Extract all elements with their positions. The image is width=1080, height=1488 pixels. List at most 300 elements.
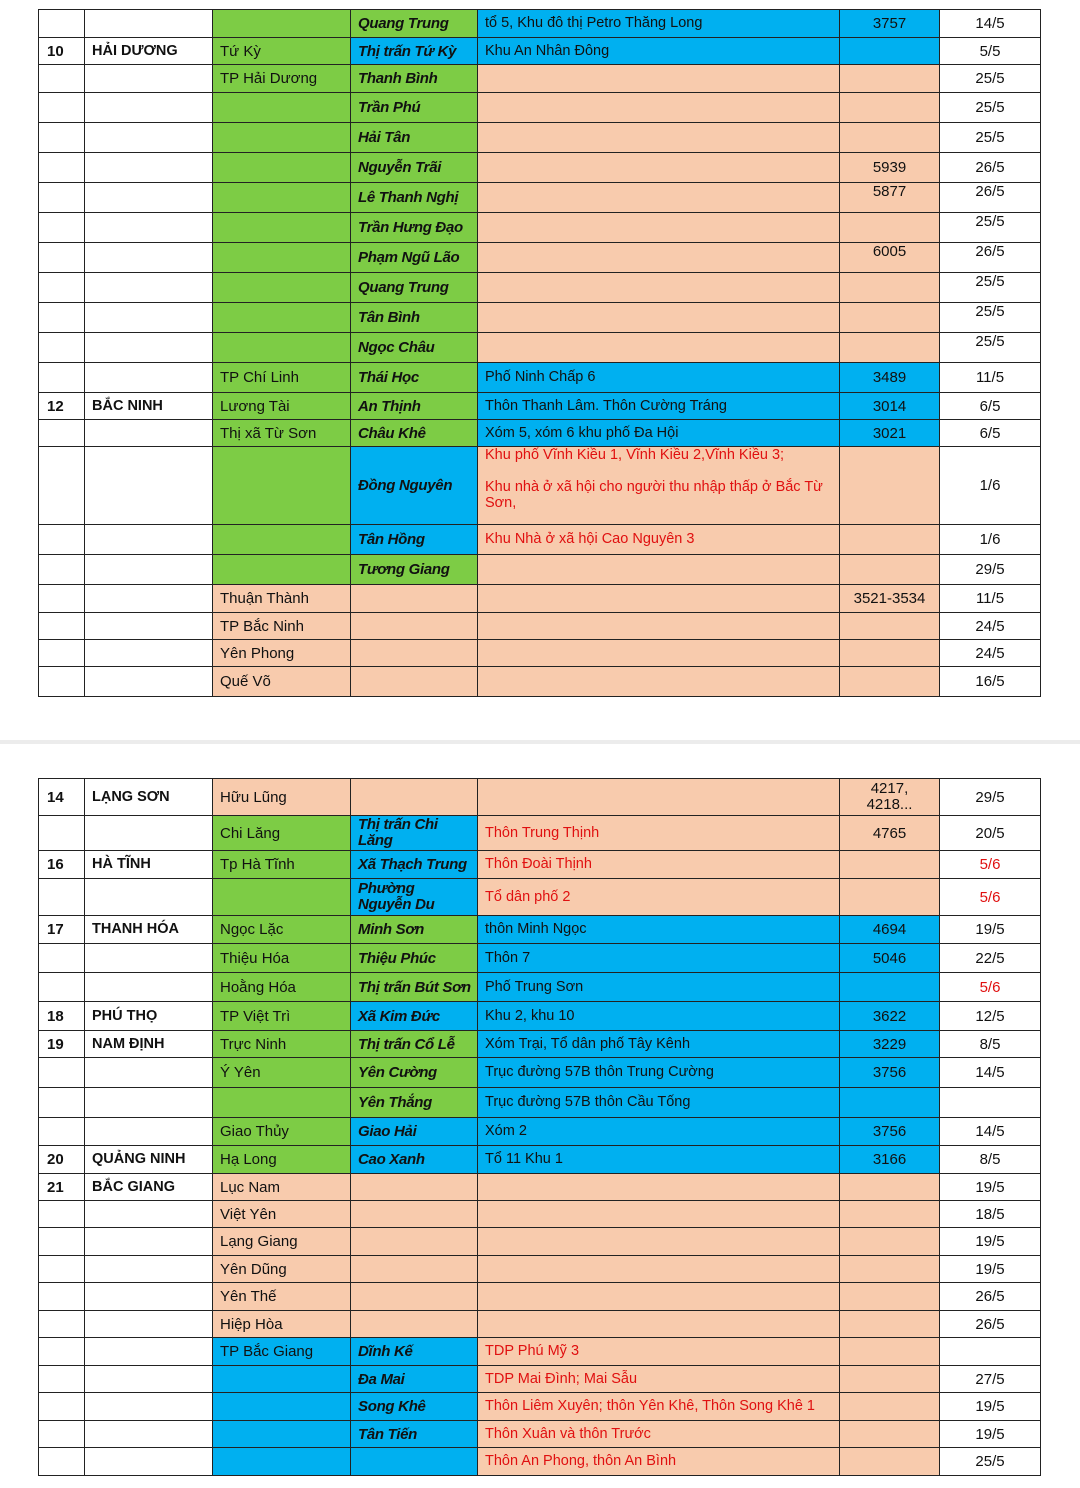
- cell-ward: Xã Kim Đức: [351, 1002, 478, 1031]
- cell-stt: [39, 213, 85, 243]
- cell-province: BẮC NINH: [85, 393, 213, 420]
- cell-address: thôn Minh Ngọc: [478, 916, 840, 944]
- table-row: [39, 1002, 1041, 1031]
- cell-date: 25/5: [940, 1448, 1041, 1476]
- table-row: [39, 1421, 1041, 1448]
- cell-province: [85, 1311, 213, 1338]
- cell-date: 16/5: [940, 667, 1041, 697]
- cell-ward: Đa Mai: [351, 1366, 478, 1393]
- cell-ward: Thị trấn Cổ Lễ: [351, 1031, 478, 1058]
- cell-date: 25/5: [940, 303, 1041, 333]
- cell-district: Thiệu Hóa: [213, 944, 351, 973]
- cell-ward: [351, 1174, 478, 1201]
- table-row: [39, 1311, 1041, 1338]
- cell-date: 8/5: [940, 1031, 1041, 1058]
- cell-province: [85, 273, 213, 303]
- cell-code: [840, 273, 940, 303]
- cell-stt: 17: [39, 916, 85, 944]
- cell-district: Thuận Thành: [213, 585, 351, 613]
- cell-district: Hiệp Hòa: [213, 1311, 351, 1338]
- table-row: [39, 1448, 1041, 1476]
- cell-stt: [39, 944, 85, 973]
- cell-province: [85, 879, 213, 916]
- cell-ward: Cao Xanh: [351, 1146, 478, 1174]
- cell-date: 12/5: [940, 1002, 1041, 1031]
- cell-address: Xóm 2: [478, 1118, 840, 1146]
- section-divider: [0, 740, 1080, 744]
- table-row: [39, 93, 1041, 123]
- table-row: [39, 213, 1041, 243]
- table-row: [39, 333, 1041, 363]
- cell-district: Việt Yên: [213, 1201, 351, 1228]
- cell-district: Ngọc Lặc: [213, 916, 351, 944]
- cell-address: Thôn Liêm Xuyên; thôn Yên Khê, Thôn Song Khê 1: [478, 1393, 840, 1421]
- table-row: [39, 1228, 1041, 1256]
- table-row: [39, 1283, 1041, 1311]
- cell-address: Tổ dân phố 2: [478, 879, 840, 916]
- cell-date: 26/5: [940, 243, 1041, 273]
- cell-province: [85, 303, 213, 333]
- cell-address: Khu An Nhân Đông: [478, 38, 840, 65]
- cell-district: Thị xã Từ Sơn: [213, 420, 351, 447]
- cell-district: Yên Phong: [213, 640, 351, 667]
- cell-code: [840, 1283, 940, 1311]
- cell-district: Tứ Kỳ: [213, 38, 351, 65]
- table-body: [39, 10, 1041, 697]
- cell-address: [478, 303, 840, 333]
- cell-stt: [39, 525, 85, 555]
- cell-stt: [39, 1283, 85, 1311]
- cell-date: 26/5: [940, 153, 1041, 183]
- cell-province: [85, 1201, 213, 1228]
- cell-code: [840, 1256, 940, 1283]
- cell-stt: [39, 1201, 85, 1228]
- cell-stt: [39, 973, 85, 1002]
- cell-date: [940, 1088, 1041, 1118]
- cell-date: 19/5: [940, 1421, 1041, 1448]
- cell-stt: [39, 1058, 85, 1088]
- table-row: [39, 65, 1041, 93]
- cell-district: [213, 93, 351, 123]
- cell-ward: Minh Sơn: [351, 916, 478, 944]
- cell-stt: [39, 10, 85, 38]
- cell-stt: [39, 303, 85, 333]
- cell-province: [85, 183, 213, 213]
- table-row: [39, 1146, 1041, 1174]
- cell-code: 3756: [840, 1058, 940, 1088]
- cell-district: TP Bắc Giang: [213, 1338, 351, 1366]
- cell-province: HẢI DƯƠNG: [85, 38, 213, 65]
- cell-stt: [39, 333, 85, 363]
- cell-province: [85, 973, 213, 1002]
- cell-district: [213, 273, 351, 303]
- table-row: [39, 1201, 1041, 1228]
- cell-address: [478, 1201, 840, 1228]
- cell-district: Tp Hà Tĩnh: [213, 851, 351, 879]
- cell-ward: Song Khê: [351, 1393, 478, 1421]
- cell-address: TDP Phú Mỹ 3: [478, 1338, 840, 1366]
- cell-district: Yên Dũng: [213, 1256, 351, 1283]
- cell-address: [478, 213, 840, 243]
- cell-code: [840, 38, 940, 65]
- table-row: [39, 816, 1041, 851]
- cell-date: 5/6: [940, 851, 1041, 879]
- cell-province: [85, 585, 213, 613]
- cell-date: 1/6: [940, 525, 1041, 555]
- cell-ward: Giao Hải: [351, 1118, 478, 1146]
- cell-district: Lạng Giang: [213, 1228, 351, 1256]
- cell-stt: [39, 640, 85, 667]
- table-row: [39, 916, 1041, 944]
- cell-address: [478, 1174, 840, 1201]
- cell-ward: Xã Thạch Trung: [351, 851, 478, 879]
- table-row: [39, 38, 1041, 65]
- cell-province: [85, 420, 213, 447]
- cell-stt: [39, 153, 85, 183]
- cell-code: [840, 1311, 940, 1338]
- table-row: [39, 973, 1041, 1002]
- cell-code: 4694: [840, 916, 940, 944]
- cell-province: [85, 1118, 213, 1146]
- cell-district: [213, 1448, 351, 1476]
- cell-address: Phố Ninh Chấp 6: [478, 363, 840, 393]
- table-row: [39, 667, 1041, 697]
- cell-date: 29/5: [940, 555, 1041, 585]
- cell-ward: Thị trấn Chi Lăng: [351, 816, 478, 851]
- cell-stt: [39, 555, 85, 585]
- cell-date: 5/6: [940, 973, 1041, 1002]
- table-body: [39, 779, 1041, 1476]
- cell-district: TP Chí Linh: [213, 363, 351, 393]
- cell-code: [840, 303, 940, 333]
- cell-code: [840, 1393, 940, 1421]
- cell-stt: 16: [39, 851, 85, 879]
- cell-district: [213, 333, 351, 363]
- cell-district: [213, 1088, 351, 1118]
- table-row: [39, 1338, 1041, 1366]
- cell-ward: Yên Cường: [351, 1058, 478, 1088]
- cell-address: [478, 243, 840, 273]
- cell-address: [478, 123, 840, 153]
- cell-stt: [39, 1311, 85, 1338]
- cell-code: [840, 65, 940, 93]
- cell-province: [85, 93, 213, 123]
- cell-district: Lương Tài: [213, 393, 351, 420]
- cell-code: [840, 879, 940, 916]
- cell-ward: [351, 613, 478, 640]
- cell-date: 1/6: [940, 447, 1041, 525]
- cell-date: 5/6: [940, 879, 1041, 916]
- cell-ward: Quang Trung: [351, 273, 478, 303]
- cell-province: [85, 1283, 213, 1311]
- cell-province: [85, 1421, 213, 1448]
- cell-ward: Thiệu Phúc: [351, 944, 478, 973]
- cell-ward: [351, 1311, 478, 1338]
- cell-district: [213, 1393, 351, 1421]
- cell-district: [213, 123, 351, 153]
- cell-date: 26/5: [940, 1311, 1041, 1338]
- cell-province: [85, 816, 213, 851]
- cell-district: Lục Nam: [213, 1174, 351, 1201]
- cell-address: [478, 333, 840, 363]
- cell-date: 22/5: [940, 944, 1041, 973]
- table-row: [39, 363, 1041, 393]
- cell-code: [840, 613, 940, 640]
- cell-ward: Yên Thắng: [351, 1088, 478, 1118]
- cell-district: TP Việt Trì: [213, 1002, 351, 1031]
- cell-district: Ý Yên: [213, 1058, 351, 1088]
- cell-stt: [39, 273, 85, 303]
- cell-stt: [39, 1366, 85, 1393]
- table-row: [39, 1088, 1041, 1118]
- cell-date: 14/5: [940, 10, 1041, 38]
- cell-date: 29/5: [940, 779, 1041, 816]
- table-row: [39, 273, 1041, 303]
- cell-address: TDP Mai Đình; Mai Sẫu: [478, 1366, 840, 1393]
- cell-province: [85, 243, 213, 273]
- cell-address: [478, 585, 840, 613]
- cell-address: [478, 667, 840, 697]
- cell-stt: [39, 1393, 85, 1421]
- cell-province: PHÚ THỌ: [85, 1002, 213, 1031]
- cell-address: [478, 183, 840, 213]
- cell-province: [85, 1338, 213, 1366]
- cell-province: HÀ TĨNH: [85, 851, 213, 879]
- cell-district: [213, 213, 351, 243]
- cell-ward: [351, 667, 478, 697]
- cell-stt: [39, 447, 85, 525]
- cell-stt: [39, 585, 85, 613]
- cell-stt: [39, 1118, 85, 1146]
- cell-province: [85, 153, 213, 183]
- cell-stt: [39, 1421, 85, 1448]
- cell-code: [840, 851, 940, 879]
- cell-ward: Tân Hồng: [351, 525, 478, 555]
- table-row: [39, 525, 1041, 555]
- cell-province: [85, 1256, 213, 1283]
- cell-district: Trực Ninh: [213, 1031, 351, 1058]
- cell-ward: Tân Tiến: [351, 1421, 478, 1448]
- cell-address: [478, 153, 840, 183]
- cell-code: [840, 447, 940, 525]
- cell-address: [478, 1256, 840, 1283]
- cell-ward: Ngọc Châu: [351, 333, 478, 363]
- cell-address: Phố Trung Sơn: [478, 973, 840, 1002]
- cell-province: QUẢNG NINH: [85, 1146, 213, 1174]
- cell-ward: Trần Hưng Đạo: [351, 213, 478, 243]
- cell-stt: 18: [39, 1002, 85, 1031]
- cell-stt: 19: [39, 1031, 85, 1058]
- cell-code: [840, 667, 940, 697]
- cell-code: 4765: [840, 816, 940, 851]
- cell-ward: Đồng Nguyên: [351, 447, 478, 525]
- cell-ward: Hải Tân: [351, 123, 478, 153]
- table-row: [39, 10, 1041, 38]
- cell-date: 6/5: [940, 420, 1041, 447]
- cell-district: [213, 1421, 351, 1448]
- table-grid: [38, 9, 1041, 697]
- cell-code: 3166: [840, 1146, 940, 1174]
- cell-stt: 10: [39, 38, 85, 65]
- cell-address: Thôn Trung Thịnh: [478, 816, 840, 851]
- cell-district: [213, 1366, 351, 1393]
- cell-ward: [351, 1201, 478, 1228]
- cell-address: [478, 555, 840, 585]
- table-row: [39, 1058, 1041, 1088]
- cell-date: [940, 1338, 1041, 1366]
- cell-code: [840, 973, 940, 1002]
- cell-date: 19/5: [940, 1174, 1041, 1201]
- cell-district: Quế Võ: [213, 667, 351, 697]
- cell-province: [85, 333, 213, 363]
- table-row: [39, 879, 1041, 916]
- cell-date: 24/5: [940, 613, 1041, 640]
- cell-code: 3757: [840, 10, 940, 38]
- cell-date: 25/5: [940, 123, 1041, 153]
- cell-address: Thôn An Phong, thôn An Bình: [478, 1448, 840, 1476]
- cell-address: [478, 273, 840, 303]
- table-row: [39, 1031, 1041, 1058]
- cell-district: [213, 525, 351, 555]
- cell-province: [85, 1058, 213, 1088]
- cell-district: Yên Thế: [213, 1283, 351, 1311]
- cell-ward: Phường Nguyễn Du: [351, 879, 478, 916]
- cell-province: [85, 1088, 213, 1118]
- cell-province: [85, 640, 213, 667]
- cell-code: 4217, 4218...: [840, 779, 940, 816]
- cell-date: 6/5: [940, 393, 1041, 420]
- table-row: [39, 303, 1041, 333]
- cell-date: 18/5: [940, 1201, 1041, 1228]
- cell-district: Hạ Long: [213, 1146, 351, 1174]
- cell-date: 24/5: [940, 640, 1041, 667]
- cell-stt: [39, 243, 85, 273]
- cell-stt: [39, 613, 85, 640]
- cell-code: [840, 1366, 940, 1393]
- cell-code: [840, 1201, 940, 1228]
- table-row: [39, 183, 1041, 213]
- table-grid: [38, 778, 1041, 1476]
- cell-ward: Tân Bình: [351, 303, 478, 333]
- cell-province: [85, 1448, 213, 1476]
- cell-province: [85, 447, 213, 525]
- cell-address: [478, 65, 840, 93]
- cell-ward: [351, 1448, 478, 1476]
- cell-stt: [39, 816, 85, 851]
- cell-address: [478, 1283, 840, 1311]
- cell-date: 19/5: [940, 1393, 1041, 1421]
- cell-ward: [351, 779, 478, 816]
- table-row: [39, 585, 1041, 613]
- cell-district: TP Hải Dương: [213, 65, 351, 93]
- cell-address: [478, 640, 840, 667]
- table-row: [39, 1118, 1041, 1146]
- cell-address: Thôn Thanh Lâm. Thôn Cường Tráng: [478, 393, 840, 420]
- cell-ward: Nguyễn Trãi: [351, 153, 478, 183]
- cell-stt: [39, 879, 85, 916]
- cell-district: [213, 555, 351, 585]
- cell-address: [478, 613, 840, 640]
- table-row: [39, 944, 1041, 973]
- cell-address: Tổ 11 Khu 1: [478, 1146, 840, 1174]
- cell-province: [85, 667, 213, 697]
- cell-date: 25/5: [940, 93, 1041, 123]
- cell-date: 27/5: [940, 1366, 1041, 1393]
- cell-ward: Trần Phú: [351, 93, 478, 123]
- outbreak-table-1: [38, 9, 1040, 697]
- cell-district: TP Bắc Ninh: [213, 613, 351, 640]
- cell-district: [213, 10, 351, 38]
- cell-district: [213, 447, 351, 525]
- cell-ward: [351, 1283, 478, 1311]
- cell-date: 20/5: [940, 816, 1041, 851]
- cell-code: [840, 93, 940, 123]
- cell-stt: 12: [39, 393, 85, 420]
- cell-address: Trục đường 57B thôn Cầu Tống: [478, 1088, 840, 1118]
- cell-code: 3489: [840, 363, 940, 393]
- cell-code: [840, 1228, 940, 1256]
- cell-stt: [39, 123, 85, 153]
- cell-province: LẠNG SƠN: [85, 779, 213, 816]
- cell-stt: [39, 1088, 85, 1118]
- cell-date: 14/5: [940, 1058, 1041, 1088]
- cell-address: Thôn Đoài Thịnh: [478, 851, 840, 879]
- cell-code: 3521-3534: [840, 585, 940, 613]
- cell-district: [213, 303, 351, 333]
- cell-address: [478, 1311, 840, 1338]
- cell-code: 3021: [840, 420, 940, 447]
- cell-date: 25/5: [940, 213, 1041, 243]
- table-row: [39, 243, 1041, 273]
- cell-province: [85, 123, 213, 153]
- table-row: [39, 1366, 1041, 1393]
- cell-province: NAM ĐỊNH: [85, 1031, 213, 1058]
- cell-address: [478, 93, 840, 123]
- cell-stt: 21: [39, 1174, 85, 1201]
- cell-code: [840, 213, 940, 243]
- cell-province: [85, 555, 213, 585]
- cell-date: 26/5: [940, 183, 1041, 213]
- cell-district: Hữu Lũng: [213, 779, 351, 816]
- cell-code: 5939: [840, 153, 940, 183]
- cell-province: [85, 363, 213, 393]
- cell-ward: Thị trấn Tứ Kỳ: [351, 38, 478, 65]
- table-row: [39, 447, 1041, 525]
- cell-address: Thôn Xuân và thôn Trước: [478, 1421, 840, 1448]
- table-row: [39, 153, 1041, 183]
- table-row: [39, 1256, 1041, 1283]
- cell-ward: Tương Giang: [351, 555, 478, 585]
- cell-district: [213, 879, 351, 916]
- cell-address: Xóm Trại, Tổ dân phố Tây Kênh: [478, 1031, 840, 1058]
- cell-code: [840, 1088, 940, 1118]
- outbreak-table-2: [38, 778, 1040, 1476]
- cell-stt: [39, 65, 85, 93]
- table-row: [39, 420, 1041, 447]
- cell-stt: [39, 420, 85, 447]
- cell-ward: [351, 640, 478, 667]
- cell-date: 19/5: [940, 916, 1041, 944]
- table-row: [39, 851, 1041, 879]
- cell-stt: [39, 1448, 85, 1476]
- cell-code: [840, 640, 940, 667]
- table-row: [39, 1174, 1041, 1201]
- cell-district: [213, 153, 351, 183]
- cell-date: 11/5: [940, 585, 1041, 613]
- cell-code: 6005: [840, 243, 940, 273]
- cell-province: [85, 944, 213, 973]
- cell-ward: [351, 1228, 478, 1256]
